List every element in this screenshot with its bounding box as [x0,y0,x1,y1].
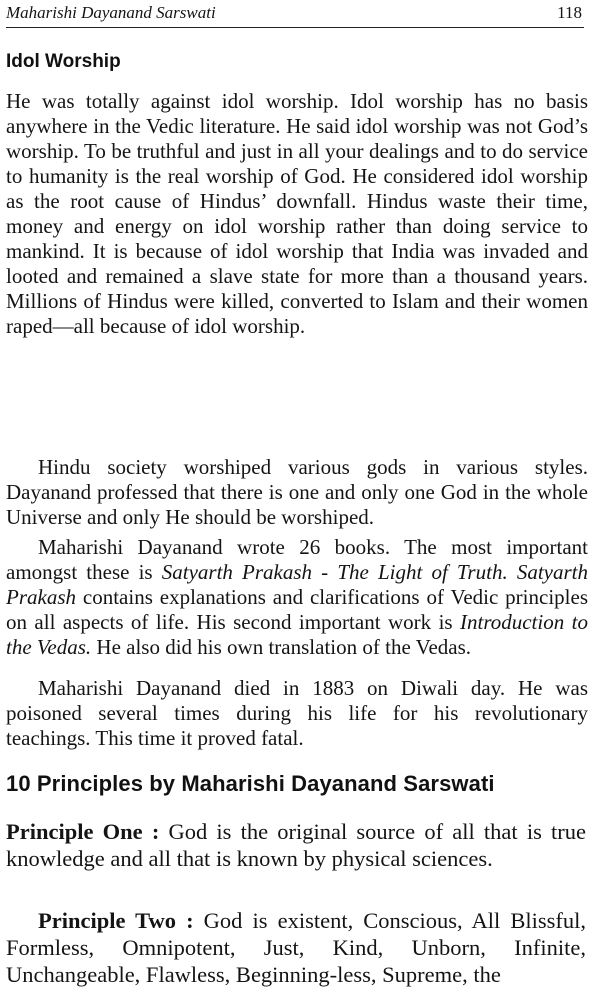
book-title-satyarth-prakash: Satyarth Prakash - The Light of Truth. Satyarth Prakash [6,560,588,609]
principle-one-paragraph [6,818,586,872]
page-number: 118 [557,3,582,22]
paragraph-idol-worship-4: Maharishi Dayanand died in 1883 on Diwali day. He was poisoned several times during his life for his revolutionary teachings. This time it proved fatal. [6,676,588,750]
paragraph-idol-worship-1: He was totally against idol worship. Idol worship has no basis anywhere in the Vedic literature. He said idol worship was not God’s worship. To be truthful and just in all your dealings and to do service to humanity is the real worship of God. He considered idol worship as the root cause of Hindus’ downfall. Hindus waste their time, money and energy on idol worship rather than doing service to mankind. It is because of idol worship that India was invaded and looted and remained a slave state for more than a thousand years. Millions of Hindus were killed, converted to Islam and their women raped—all because of idol worship. [6,89,588,338]
principle-two-text: God is existent, Conscious, All Blissful, Formless, Omnipotent, Just, Kind, Unborn, Infinite, Unchangeable, Flawless, Beginning-less, Supreme, the [6,908,586,987]
section-heading-10-principles: 10 Principles by Maharishi Dayanand Sarswati [6,771,495,796]
running-title: Maharishi Dayanand Sarswati [6,3,216,22]
principle-one-text: God is the original source of all that is true knowledge and all that is known by physical sciences. [6,819,586,871]
paragraph-idol-worship-3 [6,535,588,660]
text-run: Maharishi Dayanand wrote 26 books. The most important amongst these is [6,535,588,584]
principle-two-label: Principle Two : [38,908,194,933]
paragraph-idol-worship-2: Hindu society worshiped various gods in various styles. Dayanand professed that there is one and only one God in the whole Universe and only He should be worshiped. [6,455,588,529]
section-heading-idol-worship: Idol Worship [6,51,121,72]
book-title-introduction-vedas: Introduction to the Vedas. [6,610,588,659]
text-run: He also did his own translation of the Vedas. [91,635,472,659]
principle-two-paragraph [6,907,586,988]
text-run: contains explanations and clarifications of Vedic principles on all aspects of life. His second important work is [6,585,588,634]
running-header [6,3,584,28]
principle-one-label: Principle One : [6,819,160,844]
